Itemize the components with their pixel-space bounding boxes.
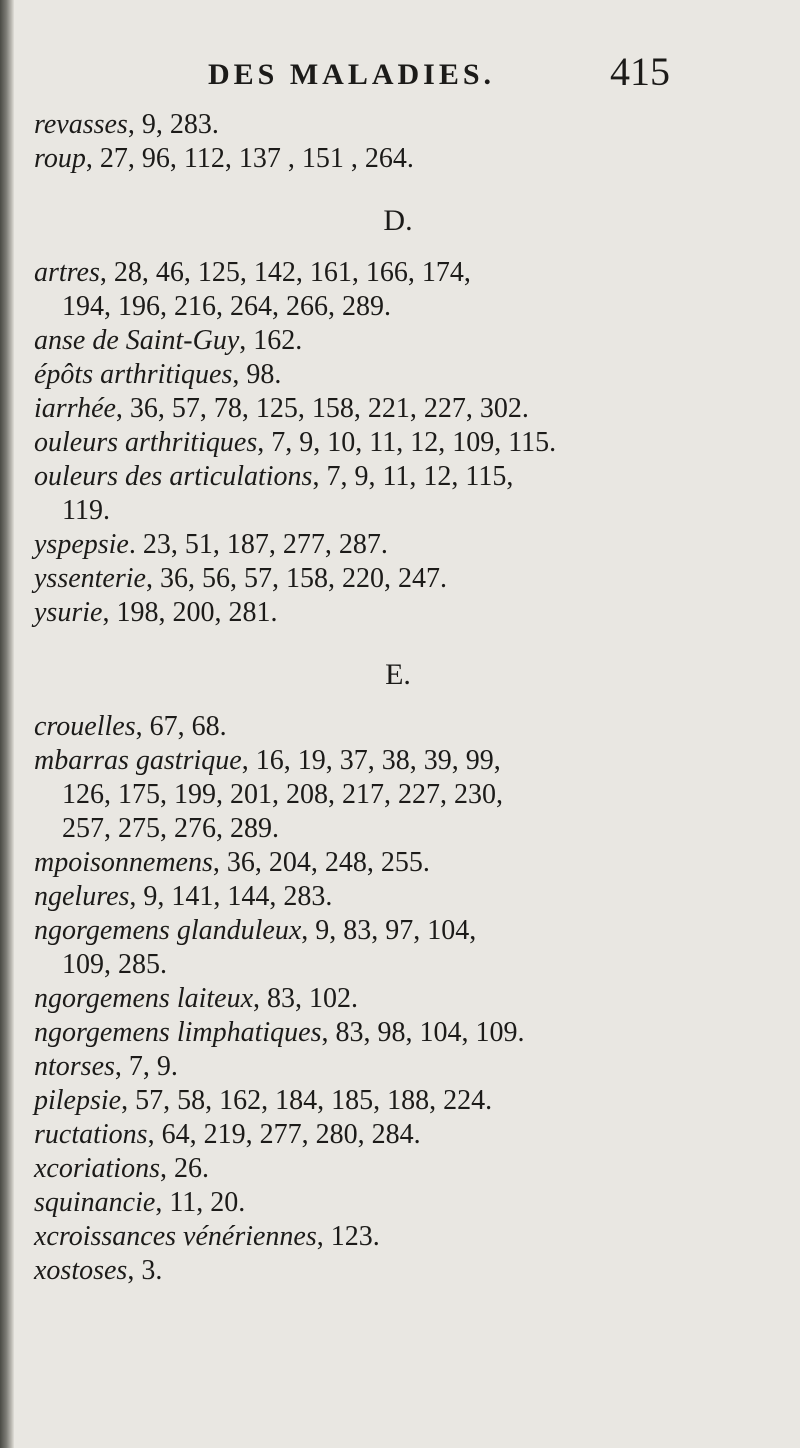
index-entry <box>24 744 786 846</box>
entry-term: yssenterie <box>34 563 146 594</box>
index-entry <box>24 1254 786 1288</box>
entry-refs: , 198, 200, 281. <box>102 597 278 628</box>
entry-term: ngorgemens glanduleux <box>34 915 302 946</box>
index-entry <box>24 142 786 176</box>
entry-term: xcoriations <box>34 1153 160 1184</box>
entry-term: roup <box>34 143 86 174</box>
entry-refs: . 23, 51, 187, 277, 287. <box>128 529 388 560</box>
entry-term: ngorgemens laiteux <box>34 983 254 1014</box>
entry-refs: , 9, 283. <box>127 109 219 140</box>
entry-term: crouelles <box>34 711 136 742</box>
entry-term: mbarras gastrique <box>34 745 242 776</box>
entry-refs: , 67, 68. <box>135 711 227 742</box>
entry-refs: , 16, 19, 37, 38, 39, 99, <box>241 745 501 776</box>
entry-refs: , 7, 9. <box>114 1051 178 1082</box>
entry-term: iarrhée <box>34 393 116 424</box>
index-entry <box>24 1016 786 1050</box>
entry-refs: , 162. <box>239 325 303 356</box>
entry-refs: , 26. <box>160 1153 209 1184</box>
entry-refs: , 83, 98, 104, 109. <box>321 1017 525 1048</box>
index-entry <box>24 1152 786 1186</box>
index-entry <box>24 324 786 358</box>
index-entry <box>24 528 786 562</box>
entry-continuation: 194, 196, 216, 264, 266, 289. <box>62 291 391 322</box>
entry-term: épôts arthritiques <box>34 359 233 390</box>
entry-continuation: 126, 175, 199, 201, 208, 217, 227, 230, <box>62 779 503 810</box>
entry-refs: , 36, 57, 78, 125, 158, 221, 227, 302. <box>115 393 529 424</box>
entry-refs: , 83, 102. <box>253 983 359 1014</box>
entry-continuation: 257, 275, 276, 289. <box>62 813 279 844</box>
entry-refs: , 123. <box>316 1221 380 1252</box>
entry-term: pilepsie <box>34 1085 122 1116</box>
index-entry <box>24 914 786 982</box>
index-entry <box>24 460 786 528</box>
entry-term: ouleurs arthritiques <box>34 427 258 458</box>
entry-refs: , 7, 9, 11, 12, 115, <box>312 461 514 492</box>
entry-term: yspepsie <box>34 529 129 560</box>
entry-refs: , 28, 46, 125, 142, 161, 166, 174, <box>99 257 471 288</box>
index-entry <box>24 1050 786 1084</box>
entry-term: anse de Saint-Guy <box>34 325 240 356</box>
entry-refs: , 27, 96, 112, 137 , 151 , 264. <box>85 143 414 174</box>
entry-term: ngelures <box>34 881 130 912</box>
running-head <box>0 48 800 98</box>
index-entry <box>24 710 786 744</box>
index-entry <box>24 1118 786 1152</box>
entry-continuation: 109, 285. <box>62 949 167 980</box>
index-entry <box>24 426 786 460</box>
entry-term: mpoisonnemens <box>34 847 213 878</box>
index-entry <box>24 358 786 392</box>
entry-refs: , 64, 219, 277, 280, 284. <box>147 1119 421 1150</box>
index-entry <box>24 256 786 324</box>
entry-refs: , 36, 56, 57, 158, 220, 247. <box>145 563 447 594</box>
index-entry <box>24 846 786 880</box>
entry-continuation: 119. <box>62 495 110 526</box>
entry-refs: , 98. <box>232 359 282 390</box>
entry-refs: , 3. <box>127 1255 163 1286</box>
entry-term: revasses <box>34 109 128 140</box>
index-entry <box>24 596 786 630</box>
entry-term: ouleurs des articulations <box>34 461 313 492</box>
index-entry <box>24 1186 786 1220</box>
index-entry <box>24 108 786 142</box>
index-entry <box>24 562 786 596</box>
entry-term: ructations <box>34 1119 148 1150</box>
section-letter-e: E. <box>385 658 411 691</box>
entry-term: ysurie <box>34 597 103 628</box>
index-list <box>24 108 786 1288</box>
entry-term: ntorses <box>34 1051 115 1082</box>
entry-refs: , 36, 204, 248, 255. <box>212 847 430 878</box>
entry-term: squinancie <box>34 1187 156 1218</box>
entry-refs: , 7, 9, 10, 11, 12, 109, 115. <box>257 427 557 458</box>
section-letter-d: D. <box>383 204 413 237</box>
entry-term: xcroissances vénériennes <box>34 1221 317 1252</box>
index-entry <box>24 1220 786 1254</box>
entry-term: artres <box>34 257 100 288</box>
entry-refs: , 57, 58, 162, 184, 185, 188, 224. <box>121 1085 493 1116</box>
entry-refs: , 11, 20. <box>155 1187 246 1218</box>
index-entry <box>24 392 786 426</box>
running-head-title: DES MALADIES. <box>208 58 496 91</box>
index-entry <box>24 1084 786 1118</box>
entry-term: ngorgemens limphatiques <box>34 1017 322 1048</box>
page-number: 415 <box>610 49 670 94</box>
entry-refs: , 9, 83, 97, 104, <box>301 915 477 946</box>
entry-refs: , 9, 141, 144, 283. <box>129 881 333 912</box>
index-entry <box>24 880 786 914</box>
entry-term: xostoses <box>34 1255 128 1286</box>
index-entry <box>24 982 786 1016</box>
